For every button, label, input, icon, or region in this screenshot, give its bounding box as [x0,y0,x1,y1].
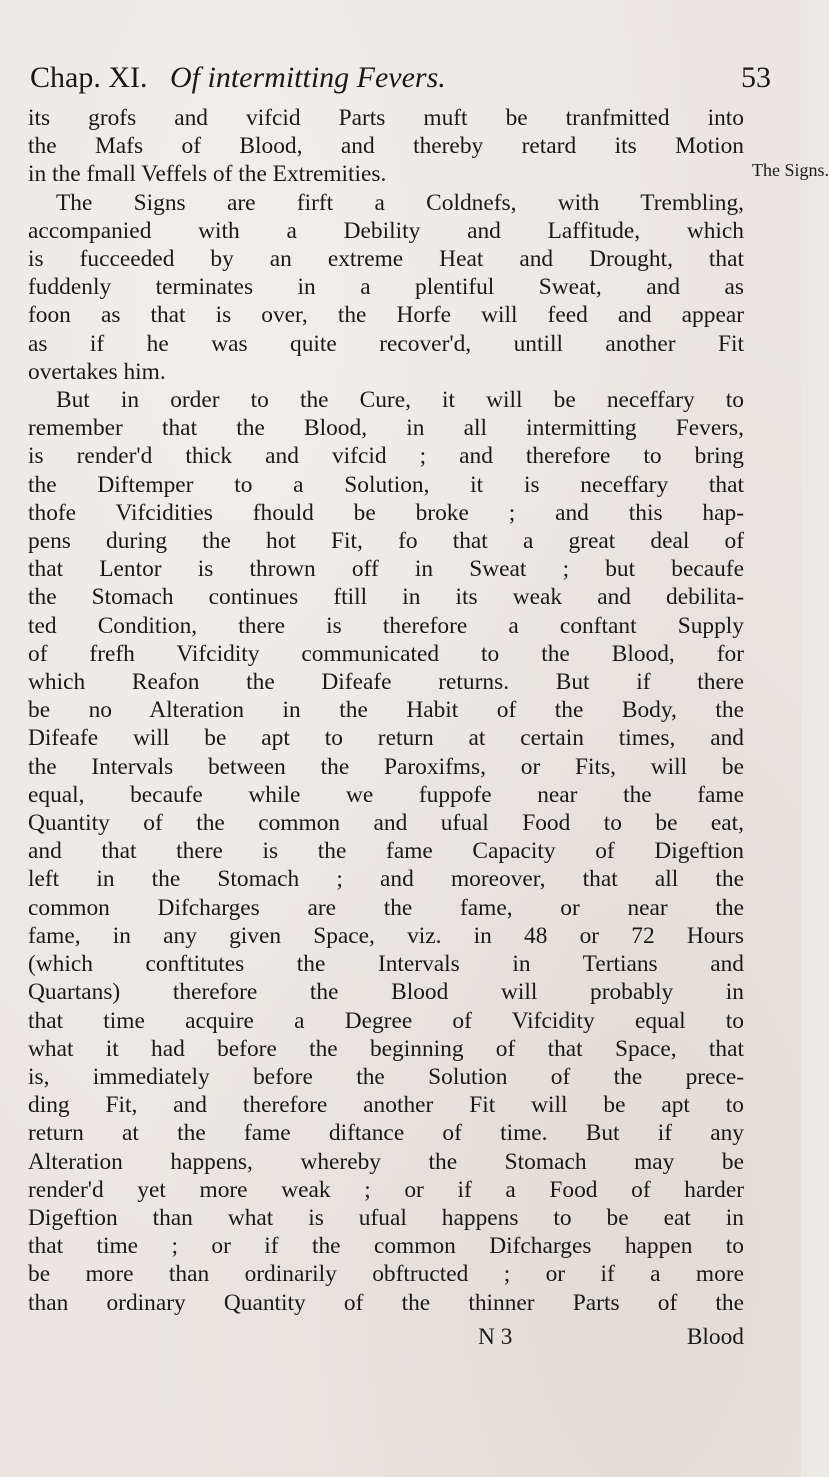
text-line: return at the fame diftance of time. But if any [28,1120,744,1147]
text-line: pens during the hot Fit, fo that a great deal of [28,528,744,555]
text-line: Quartans) therefore the Blood will probably in [28,979,744,1006]
text-line: ding Fit, and therefore another Fit will be apt to [28,1092,744,1119]
text-line: common Difcharges are the fame, or near the [28,894,744,921]
text-line: the Mafs of Blood, and thereby retard its Motion [28,133,744,160]
page-footer [28,1322,744,1352]
text-line: be more than ordinarily obftructed ; or if a more [28,1261,744,1288]
text-line: Quantity of the common and ufual Food to be eat, [28,810,744,837]
text-line: that time ; or if the common Difcharges happen to [28,1233,744,1260]
running-title: Of intermitting Fevers. [170,61,446,94]
body-text [28,104,744,1317]
text-line: left in the Stomach ; and moreover, that all the [28,866,744,893]
text-line: Digeftion than what is ufual happens to be eat in [28,1204,744,1231]
text-line: the Diftemper to a Solution, it is neceffary that [28,471,744,498]
text-line: that Lentor is thrown off in Sweat ; but becaufe [28,556,744,583]
text-line: than ordinary Quantity of the thinner Parts of the [28,1289,744,1316]
chapter-label: Chap. XI. [30,61,148,94]
text-line: be no Alteration in the Habit of the Body, the [28,697,744,724]
text-line: the Intervals between the Paroxifms, or Fits, will be [28,753,744,780]
text-line: thofe Vifcidities fhould be broke ; and this hap- [28,499,744,526]
text-line: what it had before the beginning of that Space, that [28,1035,744,1062]
text-line: its grofs and vifcid Parts muft be tranfmitted into [28,105,744,131]
text-line: fuddenly terminates in a plentiful Sweat, and as [28,274,744,301]
text-line: of frefh Vifcidity communicated to the Blood, for [28,640,744,667]
text-line: Alteration happens, whereby the Stomach may be [28,1148,744,1175]
text-line: in the fmall Veffels of the Extremities. [28,161,387,188]
text-line: is, immediately before the Solution of the prece- [28,1063,744,1090]
text-line: render'd yet more weak ; or if a Food of harder [28,1176,744,1203]
text-line: equal, becaufe while we fuppofe near the fame [28,781,744,808]
margin-note: The Signs. [752,160,829,180]
text-line: as if he was quite recover'd, untill another Fit [28,330,744,357]
text-line: overtakes him. [28,358,166,385]
text-line: fame, in any given Space, viz. in 48 or 72 Hours [28,922,744,949]
text-line: accompanied with a Debility and Laffitude, which [28,217,744,244]
signature-mark: N 3 [478,1324,513,1350]
text-line: is render'd thick and vifcid ; and therefore to bring [28,443,744,470]
text-line: foon as that is over, the Horfe will feed and appear [28,302,744,329]
catchword: Blood [686,1324,744,1350]
text-line: remember that the Blood, in all intermitting Fevers, [28,415,744,442]
text-line: ted Condition, there is therefore a conftant Supply [28,612,744,639]
text-line: But in order to the Cure, it will be neceffary to [56,387,744,414]
text-line: The Signs are firft a Coldnefs, with Trembling, [56,189,744,216]
text-line: that time acquire a Degree of Vifcidity equal to [28,1007,744,1034]
text-line: the Stomach continues ftill in its weak and debilita- [28,584,744,611]
text-line: is fucceeded by an extreme Heat and Drought, that [28,246,744,273]
page-number: 53 [741,61,771,94]
text-line: Difeafe will be apt to return at certain times, and [28,725,744,752]
text-line: (which conftitutes the Intervals in Tertians and [28,951,744,978]
running-head [30,58,771,98]
text-line: and that there is the fame Capacity of Digeftion [28,838,744,865]
text-line: which Reafon the Difeafe returns. But if there [28,669,744,696]
